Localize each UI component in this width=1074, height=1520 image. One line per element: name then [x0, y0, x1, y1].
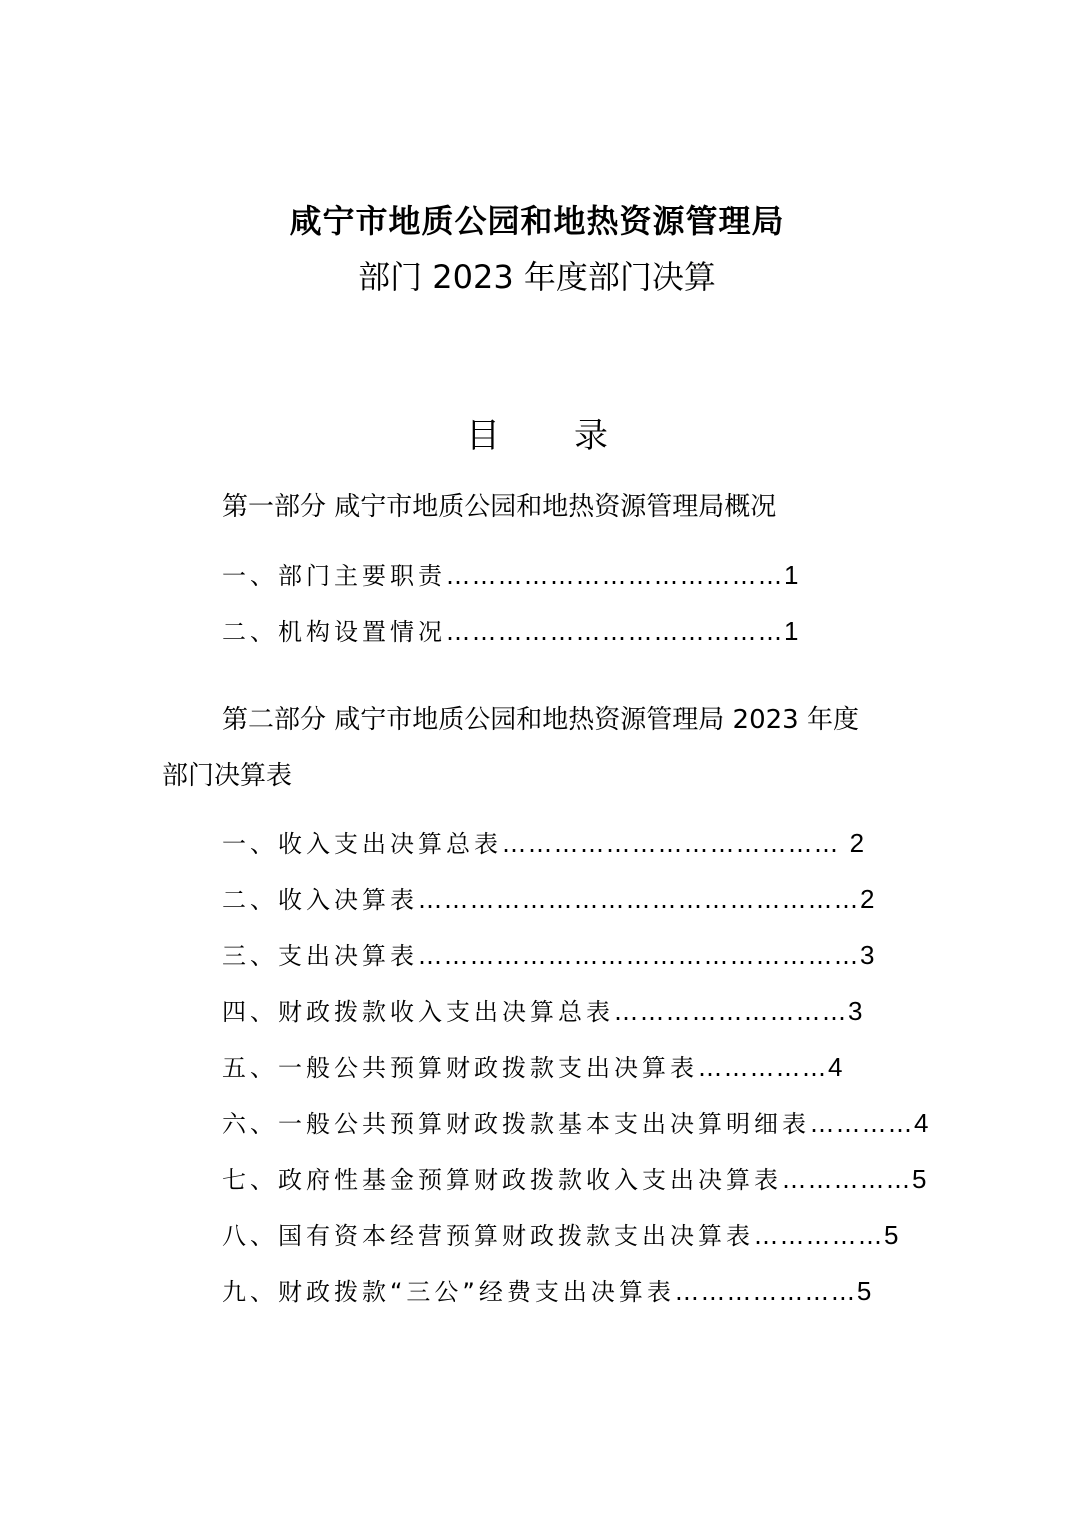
- toc-entry-leader: …………………: [674, 1278, 857, 1306]
- toc-entry-page: 2: [860, 884, 875, 914]
- toc-entry-leader: …………………………………: [502, 830, 850, 858]
- toc-entry-page: 2: [849, 828, 865, 858]
- toc-entry-label: 五、一般公共预算财政拨款支出决算表: [222, 1054, 698, 1082]
- toc-entry-page: 5: [884, 1220, 899, 1250]
- toc-entry-label: 四、财政拨款收入支出决算总表: [222, 998, 614, 1026]
- toc-entry[interactable]: [222, 1274, 871, 1308]
- toc-entry-leader: ……………: [698, 1054, 828, 1082]
- toc-entry[interactable]: [222, 614, 798, 648]
- toc-entry[interactable]: [222, 882, 874, 916]
- toc-entry-page: 4: [914, 1108, 929, 1138]
- toc-entry[interactable]: [222, 1106, 928, 1140]
- toc-entry-label: 一、部门主要职责: [222, 562, 446, 590]
- toc-entry-leader: ……………………………………………: [418, 942, 860, 970]
- document-subtitle: 部门 2023 年度部门决算: [358, 258, 716, 296]
- toc-entry-leader: ……………: [754, 1222, 884, 1250]
- toc-entry[interactable]: [222, 826, 864, 860]
- toc-entry[interactable]: [222, 558, 798, 592]
- toc-entry-page: 3: [848, 996, 863, 1026]
- toc-entry-leader: …………: [810, 1110, 914, 1138]
- toc-part-1-title: 第一部分 咸宁市地质公园和地热资源管理局概况: [222, 492, 777, 522]
- toc-entry[interactable]: [222, 1162, 926, 1196]
- toc-entry-label: 七、政府性基金预算财政拨款收入支出决算表: [222, 1166, 782, 1194]
- toc-heading: [0, 408, 1074, 457]
- toc-entry-page: 3: [860, 940, 875, 970]
- toc-entry[interactable]: [222, 1050, 842, 1084]
- toc-entry-page: 1: [784, 616, 799, 646]
- toc-entry-label: 六、一般公共预算财政拨款基本支出决算明细表: [222, 1110, 810, 1138]
- toc-entry-leader: …………………………………: [446, 618, 784, 646]
- toc-entry-page: 5: [856, 1276, 872, 1306]
- toc-entry-leader: ………………………: [614, 998, 848, 1026]
- toc-entry-label: 三、支出决算表: [222, 942, 418, 970]
- document-title: 咸宁市地质公园和地热资源管理局: [289, 202, 785, 240]
- toc-entry[interactable]: [222, 994, 862, 1028]
- toc-entry-leader: ……………………………………………: [418, 886, 860, 914]
- toc-part-2-title-cont: 部门决算表: [162, 761, 293, 791]
- toc-part-2-title: 第二部分 咸宁市地质公园和地热资源管理局 2023 年度: [222, 705, 859, 735]
- toc-entry-page: 5: [912, 1164, 927, 1194]
- toc-entry-label: 二、机构设置情况: [222, 618, 446, 646]
- toc-heading-char-1: 目: [466, 416, 500, 456]
- toc-entry-page: 4: [828, 1052, 843, 1082]
- toc-entry[interactable]: [222, 1218, 898, 1252]
- toc-entry-label: 一、收入支出决算总表: [222, 830, 502, 858]
- toc-entry-label: 九、财政拨款“三公”经费支出决算表: [222, 1278, 675, 1306]
- toc-entry-page: 1: [784, 560, 799, 590]
- toc-entry[interactable]: [222, 938, 874, 972]
- toc-heading-char-2: 录: [574, 416, 608, 456]
- toc-entry-label: 二、收入决算表: [222, 886, 418, 914]
- toc-entry-leader: ……………: [782, 1166, 912, 1194]
- toc-entry-label: 八、国有资本经营预算财政拨款支出决算表: [222, 1222, 754, 1250]
- toc-entry-leader: …………………………………: [446, 562, 784, 590]
